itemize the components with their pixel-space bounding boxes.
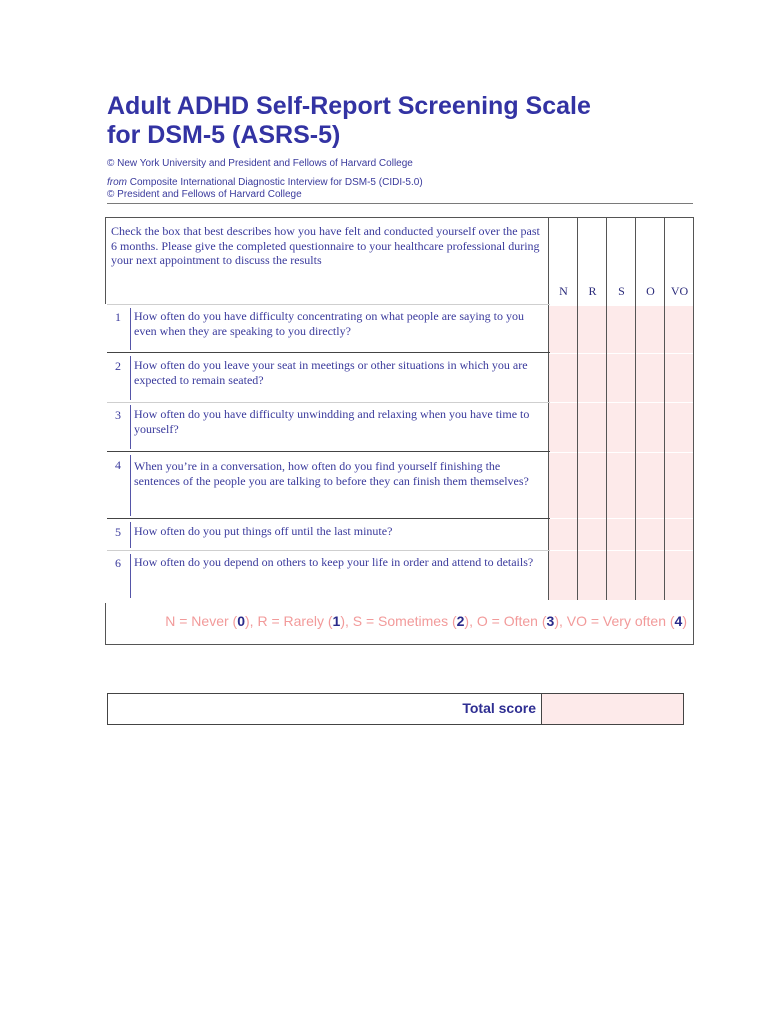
row-divider	[107, 550, 550, 551]
column-header-often: O	[646, 284, 655, 298]
page-title	[107, 92, 591, 150]
column-divider	[606, 218, 607, 600]
row-divider	[107, 451, 550, 452]
instructions-text: Check the box that best describes how you have felt and conducted yourself over the past 6 months. Please give the completed questionnaire to your healthcare professional during your next appointment to discuss the results	[111, 224, 540, 267]
column-divider	[577, 218, 578, 600]
row-divider	[107, 304, 550, 305]
row-divider	[107, 352, 550, 353]
answer-cells-q2[interactable]	[549, 354, 693, 402]
question-text: How often do you have difficulty unwindding and relaxing when you have time to yourself?	[134, 407, 530, 436]
question-marker	[130, 522, 131, 548]
column-divider	[664, 218, 665, 600]
answer-cells-q6[interactable]	[549, 551, 693, 600]
column-header-very-often: VO	[670, 284, 689, 298]
column-header-rarely: R	[588, 284, 597, 298]
copyright-harvard: © President and Fellows of Harvard College	[107, 189, 302, 200]
question-number: 6	[115, 556, 121, 570]
question-number: 5	[115, 525, 121, 539]
answer-cells-q5[interactable]	[549, 519, 693, 550]
question-number: 3	[115, 408, 121, 422]
question-text: When you’re in a conversation, how often do you find yourself finishing the sentences of the people you are talking to before they can finish them themselves?	[134, 459, 529, 488]
form-left-edge	[105, 218, 106, 304]
question-marker	[130, 455, 131, 516]
question-marker	[130, 308, 131, 350]
row-divider	[107, 518, 550, 519]
title-line-1: Adult ADHD Self-Report Screening Scale	[107, 92, 591, 120]
total-score-box	[107, 693, 684, 725]
title-line-2: for DSM-5 (ASRS-5)	[107, 121, 341, 149]
questionnaire-form	[105, 217, 694, 645]
question-marker	[130, 405, 131, 449]
column-header-sometimes: S	[618, 284, 625, 298]
question-marker	[130, 554, 131, 598]
column-divider	[548, 218, 549, 600]
answer-cells-q3[interactable]	[549, 403, 693, 452]
question-text: How often do you have difficulty concentrating on what people are saying to you even when they are speaking to you directly?	[134, 309, 525, 338]
response-legend: N = Never (0), R = Rarely (1), S = Sometimes (2), O = Often (3), VO = Very often (4)	[165, 613, 687, 629]
column-divider	[635, 218, 636, 600]
source-text: Composite International Diagnostic Interview for DSM-5 (CIDI-5.0)	[127, 177, 423, 188]
header-divider	[107, 203, 693, 204]
copyright-nyu: © New York University and President and Fellows of Harvard College	[107, 158, 413, 169]
question-text: How often do you put things off until the last minute?	[134, 524, 393, 538]
total-score-field[interactable]	[541, 694, 683, 724]
question-text: How often do you depend on others to keep your life in order and attend to details?	[134, 555, 534, 569]
answer-cells-q1[interactable]	[549, 306, 693, 353]
source-line	[107, 177, 423, 189]
question-number: 4	[115, 458, 121, 472]
row-divider	[107, 402, 550, 403]
question-marker	[130, 356, 131, 400]
total-score-label: Total score	[462, 700, 536, 716]
question-number: 1	[115, 310, 121, 324]
from-word: from	[107, 177, 127, 188]
answer-cells-q4[interactable]	[549, 453, 693, 518]
question-number: 2	[115, 359, 121, 373]
column-header-never: N	[559, 284, 568, 298]
question-text: How often do you leave your seat in meetings or other situations in which you are expected to remain seated?	[134, 358, 528, 387]
